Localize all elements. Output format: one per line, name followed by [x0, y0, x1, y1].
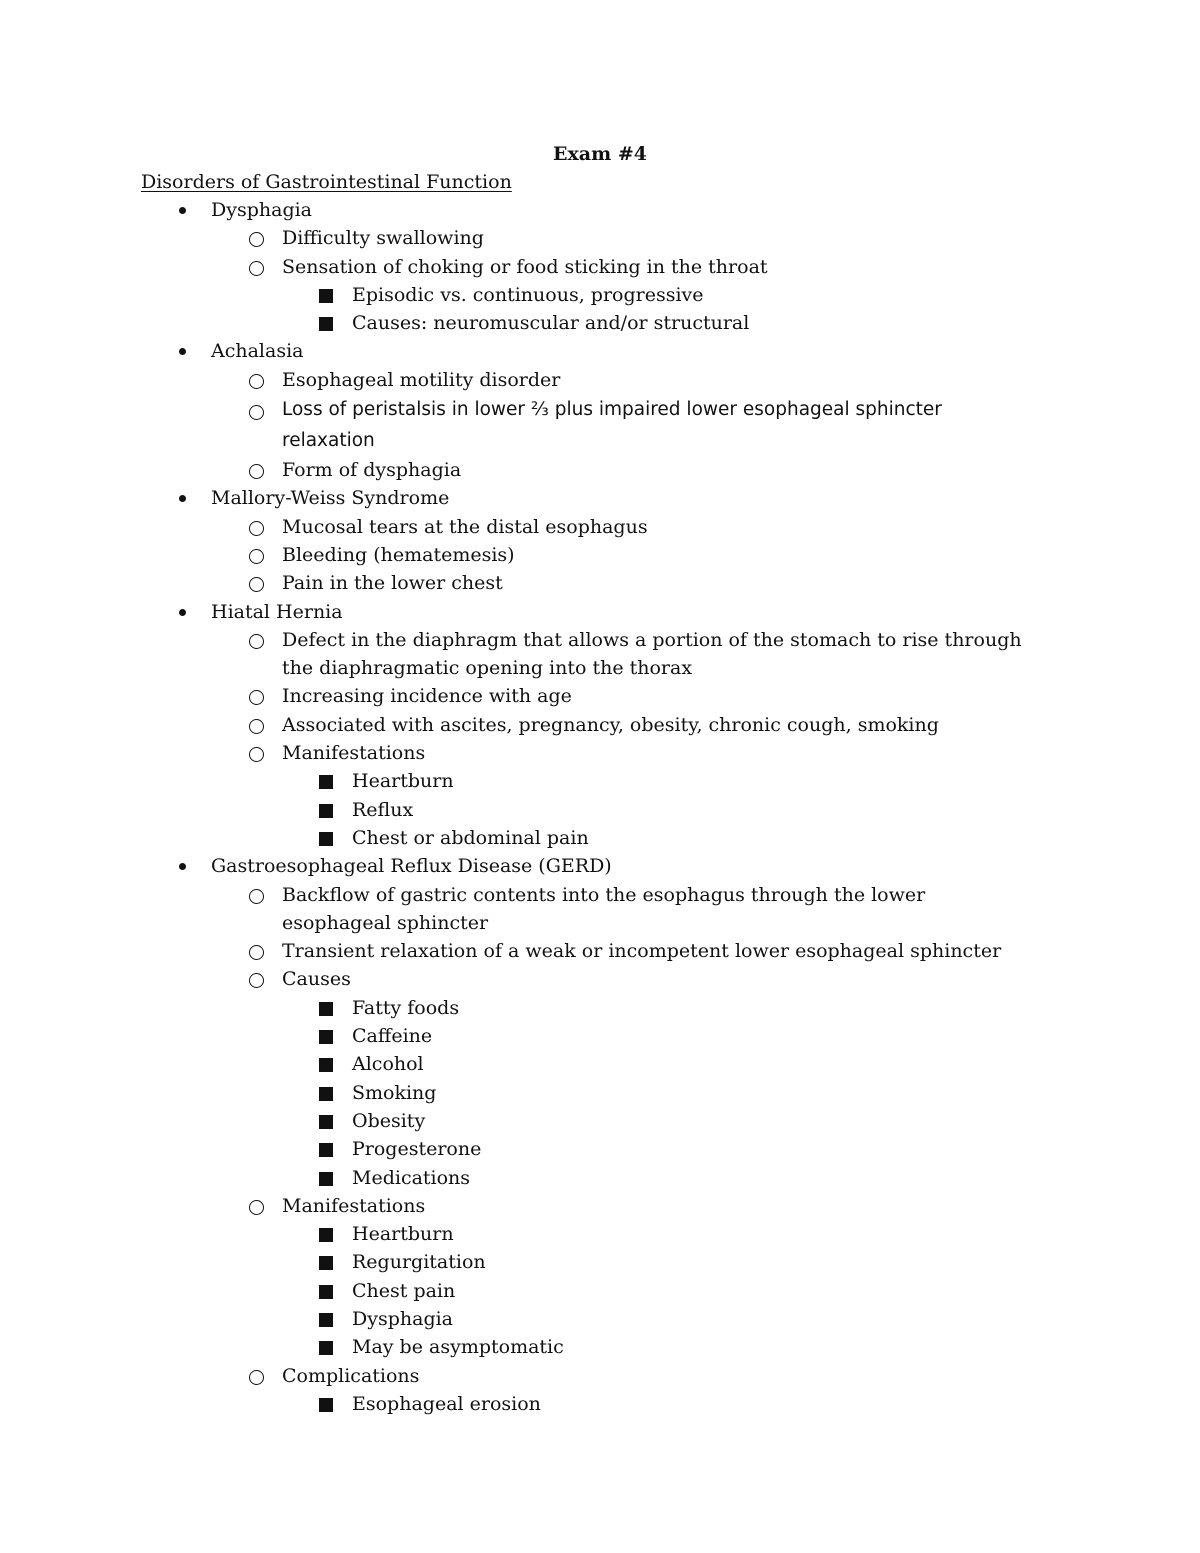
- bullet-square-icon: [316, 1305, 336, 1335]
- list-item: Obesity: [0, 1107, 1200, 1135]
- list-item: Complications: [0, 1362, 1200, 1390]
- bullet-circle-icon: [246, 937, 266, 968]
- list-item: Progesterone: [0, 1135, 1200, 1163]
- list-item: Defect in the diaphragm that allows a portion of the stomach to rise through the diaphragmatic opening into the thorax: [0, 626, 1200, 683]
- list-item: Mallory-Weiss Syndrome: [0, 484, 1200, 512]
- bullet-circle-icon: [246, 394, 266, 428]
- list-item: May be asymptomatic: [0, 1333, 1200, 1361]
- list-item: Causes: [0, 965, 1200, 993]
- bullet-square-icon: [316, 1079, 336, 1109]
- bullet-circle-icon: [246, 569, 266, 600]
- list-item: Heartburn: [0, 767, 1200, 795]
- bullet-dot-icon: [172, 337, 192, 366]
- bullet-dot-icon: [172, 484, 192, 513]
- list-item: Episodic vs. continuous, progressive: [0, 281, 1200, 309]
- bullet-square-icon: [316, 1107, 336, 1137]
- list-item: Alcohol: [0, 1050, 1200, 1078]
- outline-list: [0, 196, 1200, 1418]
- bullet-circle-icon: [246, 711, 266, 742]
- document-title: Exam #4: [553, 143, 647, 165]
- list-item: Manifestations: [0, 1192, 1200, 1220]
- list-item: Esophageal motility disorder: [0, 366, 1200, 394]
- section-heading: Disorders of Gastrointestinal Function: [141, 171, 512, 193]
- bullet-circle-icon: [246, 456, 266, 487]
- bullet-square-icon: [316, 1164, 336, 1194]
- bullet-circle-icon: [246, 366, 266, 397]
- bullet-circle-icon: [246, 224, 266, 255]
- bullet-dot-icon: [172, 196, 192, 225]
- list-item: Form of dysphagia: [0, 456, 1200, 484]
- bullet-square-icon: [316, 824, 336, 854]
- list-item: Regurgitation: [0, 1248, 1200, 1276]
- bullet-dot-icon: [172, 852, 192, 881]
- list-item: Heartburn: [0, 1220, 1200, 1248]
- list-item: Gastroesophageal Reflux Disease (GERD): [0, 852, 1200, 880]
- list-item: Bleeding (hematemesis): [0, 541, 1200, 569]
- list-item: Dysphagia: [0, 196, 1200, 224]
- bullet-circle-icon: [246, 1362, 266, 1393]
- bullet-circle-icon: [246, 513, 266, 544]
- list-item: Causes: neuromuscular and/or structural: [0, 309, 1200, 337]
- bullet-dot-icon: [172, 598, 192, 627]
- bullet-square-icon: [316, 796, 336, 826]
- bullet-circle-icon: [246, 739, 266, 770]
- bullet-square-icon: [316, 1220, 336, 1250]
- list-item: Esophageal erosion: [0, 1390, 1200, 1418]
- bullet-square-icon: [316, 1277, 336, 1307]
- bullet-circle-icon: [246, 626, 266, 657]
- list-item: Increasing incidence with age: [0, 682, 1200, 710]
- list-item: Backflow of gastric contents into the esophagus through the lower esophageal sphincter: [0, 881, 1200, 938]
- list-item: Transient relaxation of a weak or incompetent lower esophageal sphincter: [0, 937, 1200, 965]
- list-item: Mucosal tears at the distal esophagus: [0, 513, 1200, 541]
- bullet-circle-icon: [246, 965, 266, 996]
- list-item: Sensation of choking or food sticking in the throat: [0, 253, 1200, 281]
- bullet-square-icon: [316, 1390, 336, 1420]
- list-item: Pain in the lower chest: [0, 569, 1200, 597]
- bullet-square-icon: [316, 1248, 336, 1278]
- list-item: Chest pain: [0, 1277, 1200, 1305]
- list-item: Chest or abdominal pain: [0, 824, 1200, 852]
- list-item: Medications: [0, 1164, 1200, 1192]
- list-item: Manifestations: [0, 739, 1200, 767]
- bullet-square-icon: [316, 994, 336, 1024]
- bullet-circle-icon: [246, 541, 266, 572]
- bullet-square-icon: [316, 309, 336, 339]
- list-item: Difficulty swallowing: [0, 224, 1200, 252]
- bullet-square-icon: [316, 1135, 336, 1165]
- list-item: Achalasia: [0, 337, 1200, 365]
- bullet-circle-icon: [246, 253, 266, 284]
- list-item: Associated with ascites, pregnancy, obesity, chronic cough, smoking: [0, 711, 1200, 739]
- list-item: Caffeine: [0, 1022, 1200, 1050]
- bullet-circle-icon: [246, 1192, 266, 1223]
- bullet-square-icon: [316, 1333, 336, 1363]
- bullet-square-icon: [316, 281, 336, 311]
- bullet-circle-icon: [246, 682, 266, 713]
- list-item: Fatty foods: [0, 994, 1200, 1022]
- bullet-square-icon: [316, 1050, 336, 1080]
- list-item: Reflux: [0, 796, 1200, 824]
- bullet-square-icon: [316, 1022, 336, 1052]
- bullet-circle-icon: [246, 881, 266, 912]
- list-item: Loss of peristalsis in lower ⅔ plus impaired lower esophageal sphincter relaxation: [0, 394, 1200, 456]
- list-item: Smoking: [0, 1079, 1200, 1107]
- list-item: Dysphagia: [0, 1305, 1200, 1333]
- bullet-square-icon: [316, 767, 336, 797]
- list-item: Hiatal Hernia: [0, 598, 1200, 626]
